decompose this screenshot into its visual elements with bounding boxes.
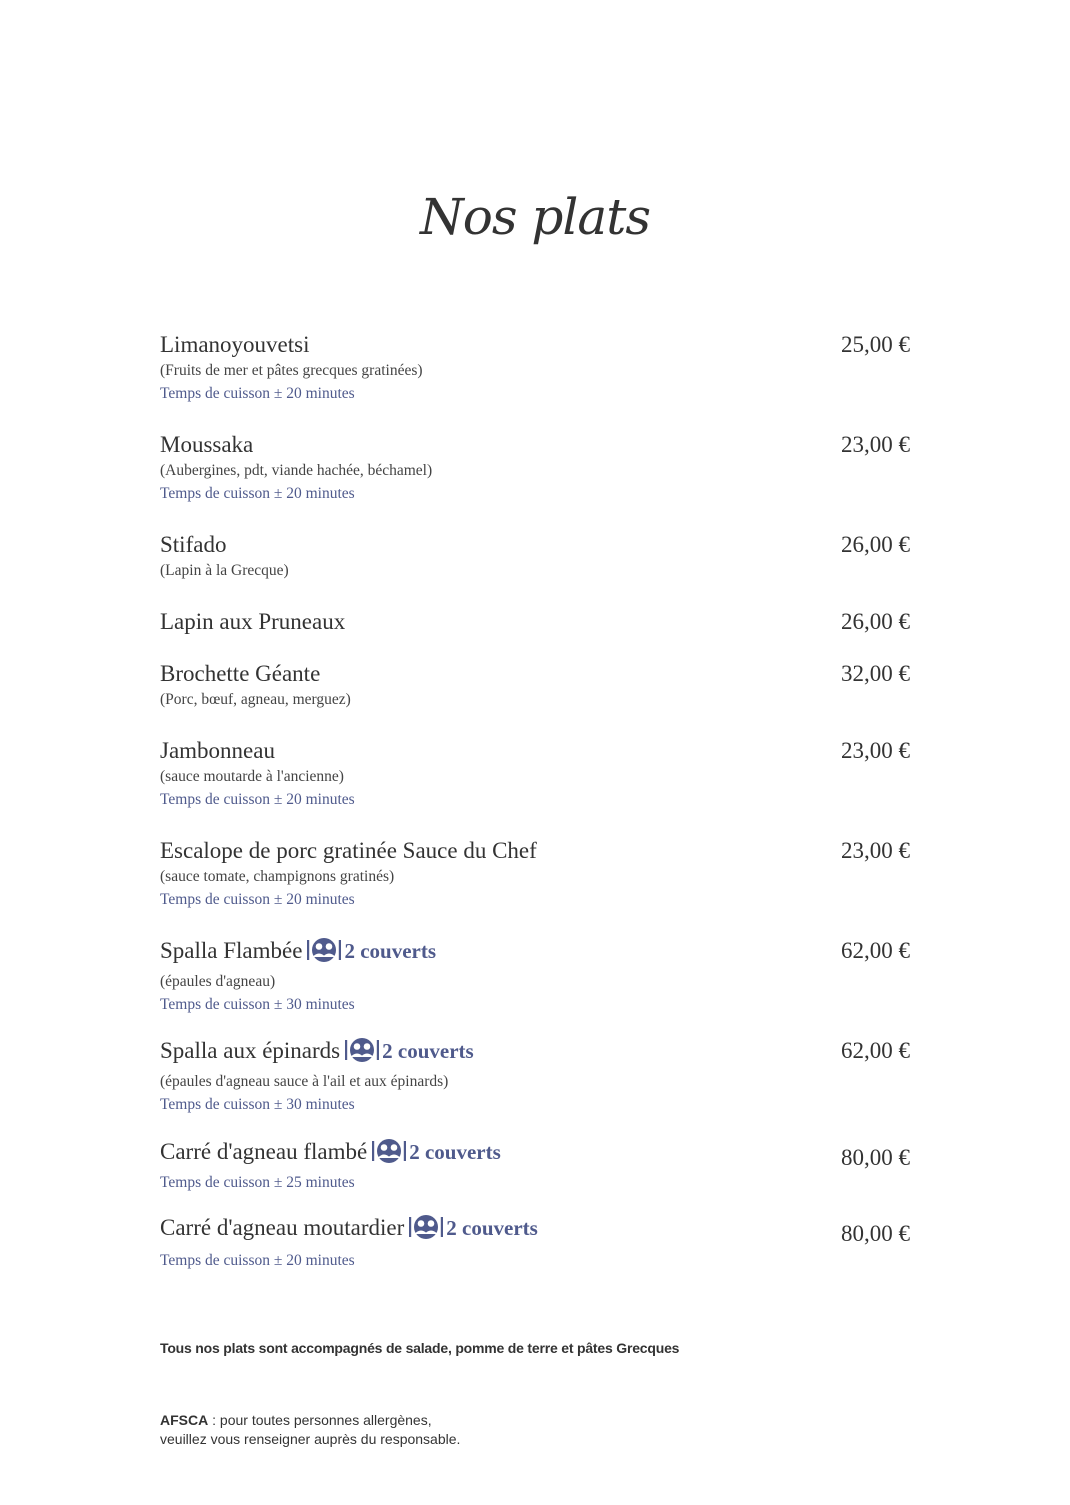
dish-price: 62,00 € — [841, 938, 910, 963]
dish-description: (Porc, bœuf, agneau, merguez) — [160, 691, 351, 708]
dish-description: (sauce moutarde à l'ancienne) — [160, 768, 344, 785]
dish-description: (épaules d'agneau) — [160, 973, 276, 990]
cooking-time: Temps de cuisson ± 20 minutes — [160, 1252, 355, 1269]
dish-price: 25,00 € — [841, 332, 910, 357]
cooking-time: Temps de cuisson ± 20 minutes — [160, 891, 355, 908]
menu-item — [160, 837, 910, 912]
two-people-cutlery-icon — [408, 1214, 444, 1247]
dish-name-line — [160, 1214, 910, 1247]
menu-item — [160, 1138, 910, 1195]
afsca-text: : pour toutes personnes allergènes, — [208, 1412, 432, 1428]
afsca-line-1 — [160, 1411, 460, 1430]
dish-name: Carré d'agneau moutardier — [160, 1215, 405, 1240]
menu-item — [160, 431, 910, 506]
dish-description: (sauce tomate, champignons gratinés) — [160, 868, 395, 885]
accompaniment-note: Tous nos plats sont accompagnés de salade, pomme de terre et pâtes Grecques — [160, 1340, 680, 1356]
dish-name: Moussaka — [160, 432, 254, 457]
menu-item — [160, 531, 910, 582]
couverts-label: 2 couverts — [409, 1140, 501, 1164]
dish-description: (Aubergines, pdt, viande hachée, béchamel) — [160, 462, 433, 479]
dish-price: 26,00 € — [841, 532, 910, 557]
couverts-label: 2 couverts — [446, 1216, 538, 1240]
dish-name: Lapin aux Pruneaux — [160, 609, 346, 634]
afsca-notice — [160, 1411, 460, 1449]
afsca-line-2: veuillez vous renseigner auprès du responsable. — [160, 1431, 461, 1447]
menu-item — [160, 1037, 910, 1117]
menu-item — [160, 937, 910, 1017]
dish-price: 32,00 € — [841, 661, 910, 686]
dish-name-line — [160, 1138, 910, 1171]
dish-price: 80,00 € — [841, 1221, 910, 1246]
dish-name: Stifado — [160, 532, 227, 557]
dish-name: Escalope de porc gratinée Sauce du Chef — [160, 838, 537, 863]
dish-price: 23,00 € — [841, 738, 910, 763]
dish-name: Spalla aux épinards — [160, 1038, 341, 1063]
dish-description: (Fruits de mer et pâtes grecques gratinées) — [160, 362, 423, 379]
cooking-time: Temps de cuisson ± 30 minutes — [160, 1096, 355, 1113]
afsca-label: AFSCA — [160, 1412, 209, 1428]
dish-name: Spalla Flambée — [160, 938, 303, 963]
couverts-label: 2 couverts — [382, 1039, 474, 1063]
dish-price: 23,00 € — [841, 432, 910, 457]
dish-name-line — [160, 937, 910, 970]
dish-price: 26,00 € — [841, 609, 910, 634]
cooking-time: Temps de cuisson ± 20 minutes — [160, 485, 355, 502]
dish-name: Brochette Géante — [160, 661, 321, 686]
page-title: Nos plats — [420, 188, 650, 246]
menu-item — [160, 1214, 910, 1273]
dish-name-line — [160, 1037, 910, 1070]
menu-item — [160, 660, 910, 711]
two-people-cutlery-icon — [306, 937, 342, 970]
dish-price: 23,00 € — [841, 838, 910, 863]
dish-description: (Lapin à la Grecque) — [160, 562, 289, 579]
dish-name: Limanoyouvetsi — [160, 332, 310, 357]
cooking-time: Temps de cuisson ± 20 minutes — [160, 791, 355, 808]
dish-price: 62,00 € — [841, 1038, 910, 1063]
cooking-time: Temps de cuisson ± 20 minutes — [160, 385, 355, 402]
two-people-cutlery-icon — [344, 1037, 380, 1070]
cooking-time: Temps de cuisson ± 30 minutes — [160, 996, 355, 1013]
couverts-label: 2 couverts — [344, 939, 436, 963]
dish-name: Carré d'agneau flambé — [160, 1139, 368, 1164]
dish-description: (épaules d'agneau sauce à l'ail et aux épinards) — [160, 1073, 449, 1090]
dish-price: 80,00 € — [841, 1145, 910, 1170]
menu-item — [160, 331, 910, 406]
menu-item — [160, 737, 910, 812]
dish-name: Jambonneau — [160, 738, 275, 763]
two-people-cutlery-icon — [371, 1138, 407, 1171]
cooking-time: Temps de cuisson ± 25 minutes — [160, 1174, 355, 1191]
menu-item — [160, 608, 910, 636]
